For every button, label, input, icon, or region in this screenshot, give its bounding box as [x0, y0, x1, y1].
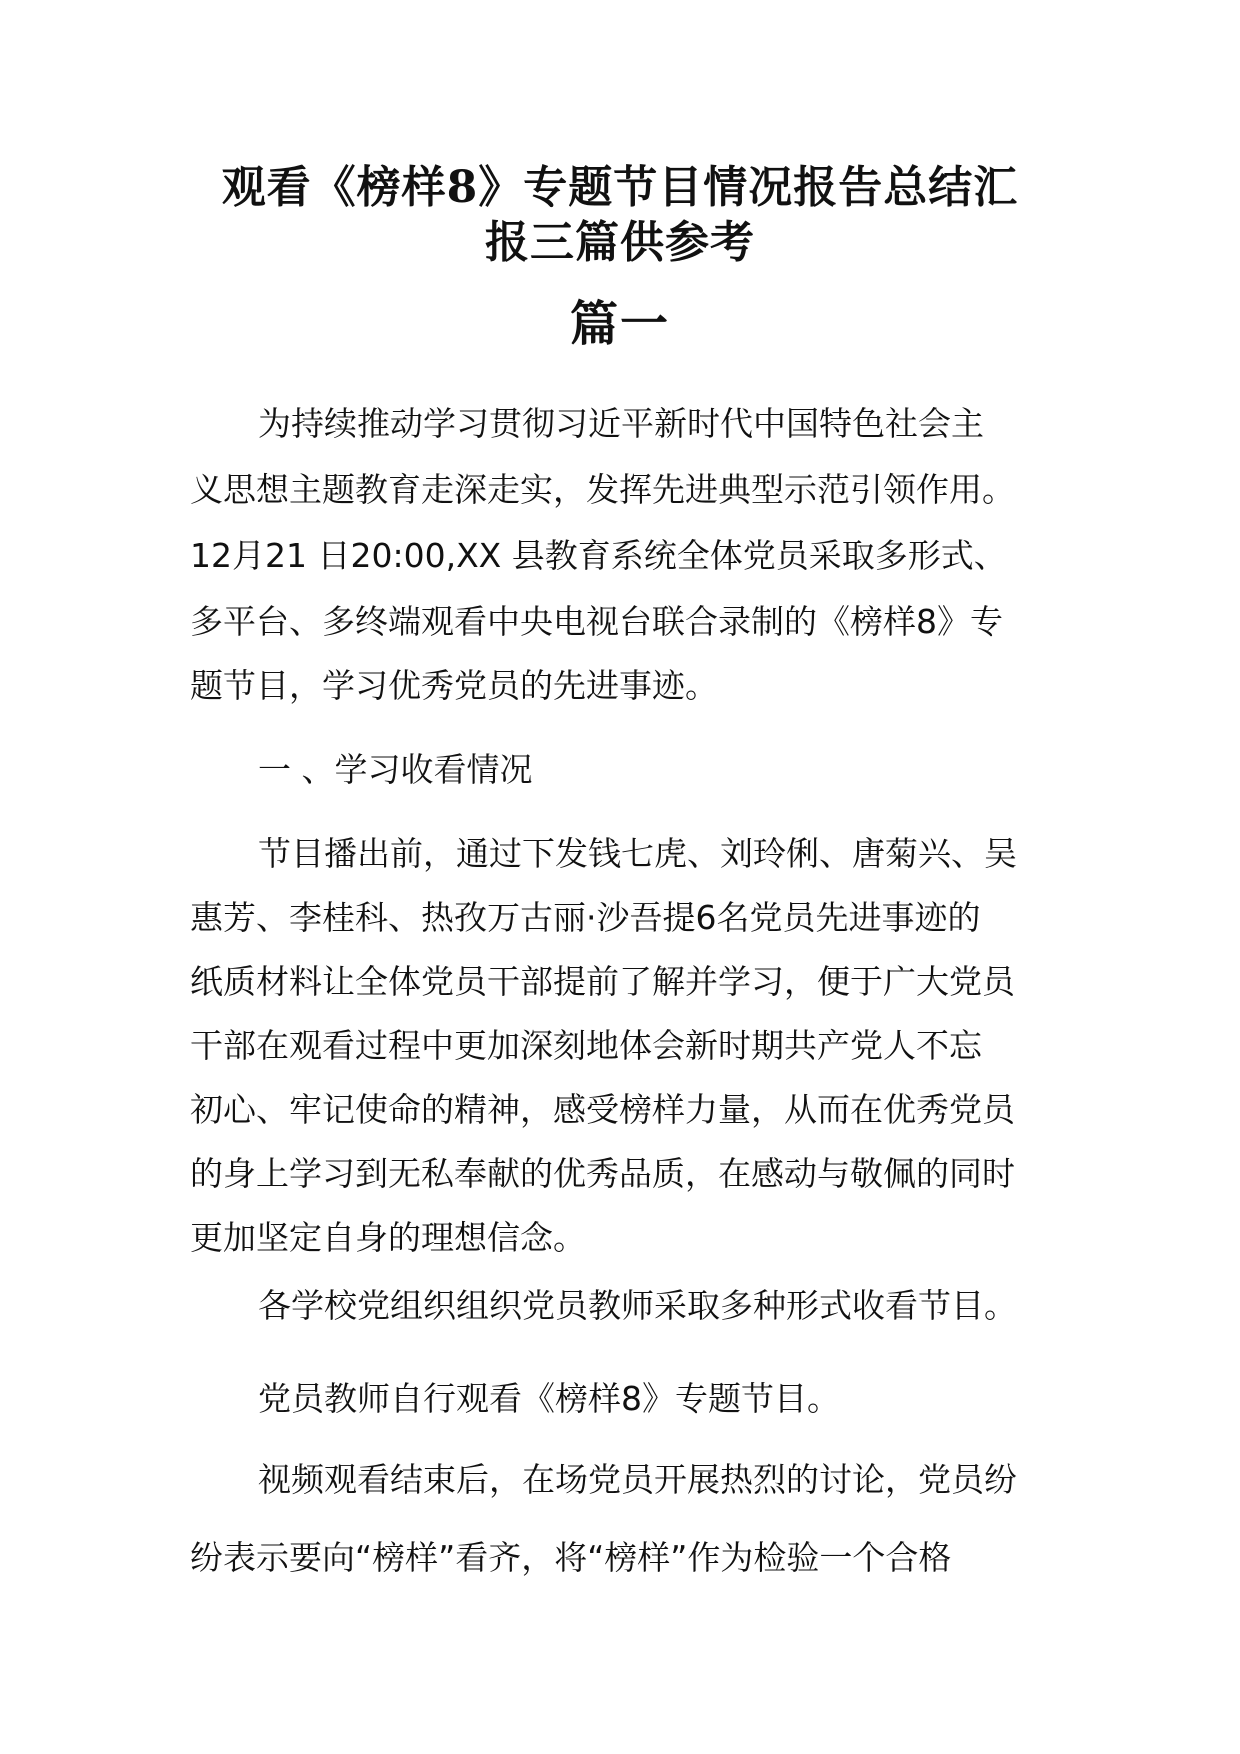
paragraph-line: 干部在观看过程中更加深刻地体会新时期共产党人不忘	[190, 1026, 982, 1065]
paragraph-line: 初心、牢记使命的精神，感受榜样力量，从而在优秀党员	[190, 1090, 1015, 1129]
paragraph-line: 12月21 日20:00,XX 县教育系统全体党员采取多形式、	[190, 536, 1007, 575]
paragraph-line: 惠芳、李桂科、热孜万古丽·沙吾提6名党员先进事迹的	[190, 898, 981, 937]
paragraph-line: 更加坚定自身的理想信念。	[190, 1218, 586, 1257]
subsection-heading: 一 、学习收看情况	[258, 750, 533, 789]
document-title-line-1: 观看《榜样8》专题节目情况报告总结汇	[221, 162, 1019, 213]
paragraph-line: 题节目，学习优秀党员的先进事迹。	[190, 666, 718, 705]
paragraph-line: 纸质材料让全体党员干部提前了解并学习，便于广大党员	[190, 962, 1015, 1001]
paragraph-line: 党员教师自行观看《榜样8》专题节目。	[258, 1379, 840, 1418]
paragraph-line: 视频观看结束后，在场党员开展热烈的讨论，党员纷	[258, 1460, 1017, 1499]
paragraph-line: 为持续推动学习贯彻习近平新时代中国特色社会主	[258, 404, 984, 443]
section-heading: 篇一	[569, 296, 670, 352]
paragraph-line: 的身上学习到无私奉献的优秀品质，在感动与敬佩的同时	[190, 1154, 1015, 1193]
paragraph-line: 各学校党组织组织党员教师采取多种形式收看节目。	[258, 1286, 1017, 1325]
paragraph-line: 义思想主题教育走深走实，发挥先进典型示范引领作用。	[190, 470, 1015, 509]
paragraph-line: 多平台、多终端观看中央电视台联合录制的《榜样8》专	[190, 602, 1003, 641]
paragraph-line: 节目播出前，通过下发钱七虎、刘玲俐、唐菊兴、吴	[258, 834, 1017, 873]
paragraph-line: 纷表示要向“榜样”看齐，将“榜样”作为检验一个合格	[190, 1538, 952, 1577]
document-title-line-2: 报三篇供参考	[485, 217, 755, 268]
